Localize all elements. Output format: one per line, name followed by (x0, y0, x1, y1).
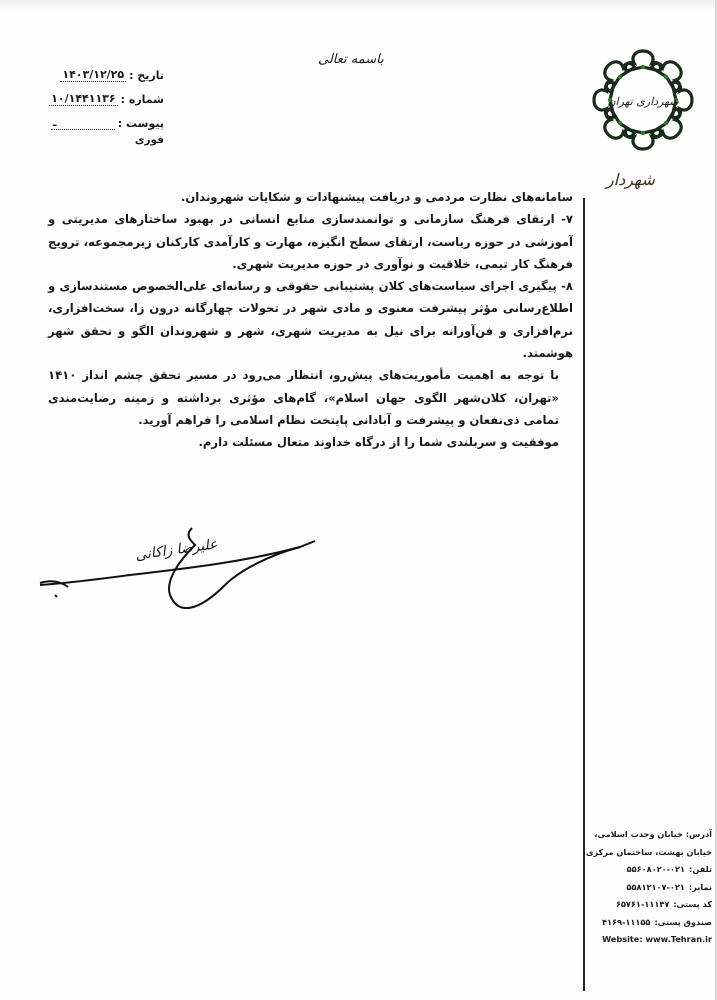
attachment-label: پیوست : (117, 117, 164, 130)
fax-row: نمابر:۰۲۱-۵۵۸۱۲۱۰۷ (626, 881, 712, 892)
number-value: ۱۰/۱۴۴۱۱۳۶ (51, 92, 116, 105)
address-line-2: خیابان بهشت، ساختمان مرکزی (585, 846, 712, 857)
logo-calligraphy: شهرداری تهران (607, 95, 679, 108)
address-line-1: آدرس: خیابان وحدت اسلامی، (594, 829, 712, 839)
bismillah-heading: باسمه تعالی (318, 52, 384, 67)
phone-row: تلفن:۰۲۱-۵۵۶۰۸۰۲۰ (626, 864, 712, 874)
signatory-name: علیرضا زاکانی (134, 536, 219, 564)
po-box-number: ۱۱۱۵۵-۴۱۶۹ (602, 916, 651, 927)
number-row (34, 82, 164, 106)
paragraph-item-7: ۷- ارتقای فرهنگ سازمانی و توانمندسازی منابع انسانی در بهبود ساختارهای مدیریتی و آموزشی در حوزه ریاست، ارتقای سطح انگیزه، مهارت و کارآمدی کارکنان زیرمجموعه، ترویج فرهنگ کار تیمی، خلاقیت و نوآوری در حوزه مدیریت شهری. (48, 212, 573, 271)
paragraph-closing: با توجه به اهمیت مأموریت‌های پیش‌رو، انتظار می‌رود در مسیر تحقق چشم انداز ۱۴۱۰ «تهران، کلان‌شهر الگوی جهان اسلام»، گام‌های مؤثری برداشته و زمینه رضایت‌مندی تمامی ذی‌نفعان و پیشرفت و آبادانی پایتخت نظام اسلامی را فراهم آورید. (48, 368, 559, 427)
number-label: شماره : (120, 93, 164, 106)
tehran-municipality-logo (588, 45, 698, 155)
urgency-label: فوری (134, 134, 164, 146)
paragraph-1: سامانه‌های نظارت مردمی و دریافت پیشنهادات و شکایات شهروندان. (180, 190, 573, 204)
po-box-row: صندوق پستی:۱۱۱۵۵-۴۱۶۹ (602, 916, 712, 927)
website-link[interactable]: Website: www.Tehran.ir (602, 934, 712, 944)
attachment-row (34, 106, 164, 130)
letter-body (48, 186, 573, 454)
date-label: تاریخ : (129, 69, 164, 82)
date-value: ۱۴۰۳/۱۲/۲۵ (62, 68, 125, 81)
letter-meta (34, 58, 164, 146)
fax-number: ۰۲۱-۵۵۸۱۲۱۰۷ (626, 881, 685, 892)
paragraph-wishes: موفقیت و سربلندی شما را از درگاه خداوند متعال مسئلت دارم. (198, 435, 559, 450)
postal-code-row: کد پستی:۱۱۱۴۷-۶۵۷۶۱ (615, 899, 712, 909)
address-block (585, 826, 712, 949)
scan-edge (0, 0, 717, 10)
date-row (34, 58, 164, 82)
postal-code: ۱۱۱۴۷-۶۵۷۶۱ (615, 899, 670, 909)
phone-number: ۰۲۱-۵۵۶۰۸۰۲۰ (626, 864, 686, 874)
vertical-divider (583, 198, 585, 991)
mayor-title: شهردار (606, 170, 655, 189)
signature-stroke (30, 525, 330, 635)
attachment-value: ـ (51, 116, 115, 130)
paragraph-item-8: ۸- پیگیری اجرای سیاست‌های کلان پشتیبانی حقوقی و رسانه‌ای علی‌الخصوص مستندسازی و اطلاع‌رسانی مؤثر پیشرفت معنوی و مادی شهر در تحولات چهارگانه درون زا، سخت‌افزاری، نرم‌افزاری و فن‌آورانه برای نیل به مدیریت شهری، شهر و شهروندان الگو و تحقق شهر هوشمند. (48, 279, 573, 361)
